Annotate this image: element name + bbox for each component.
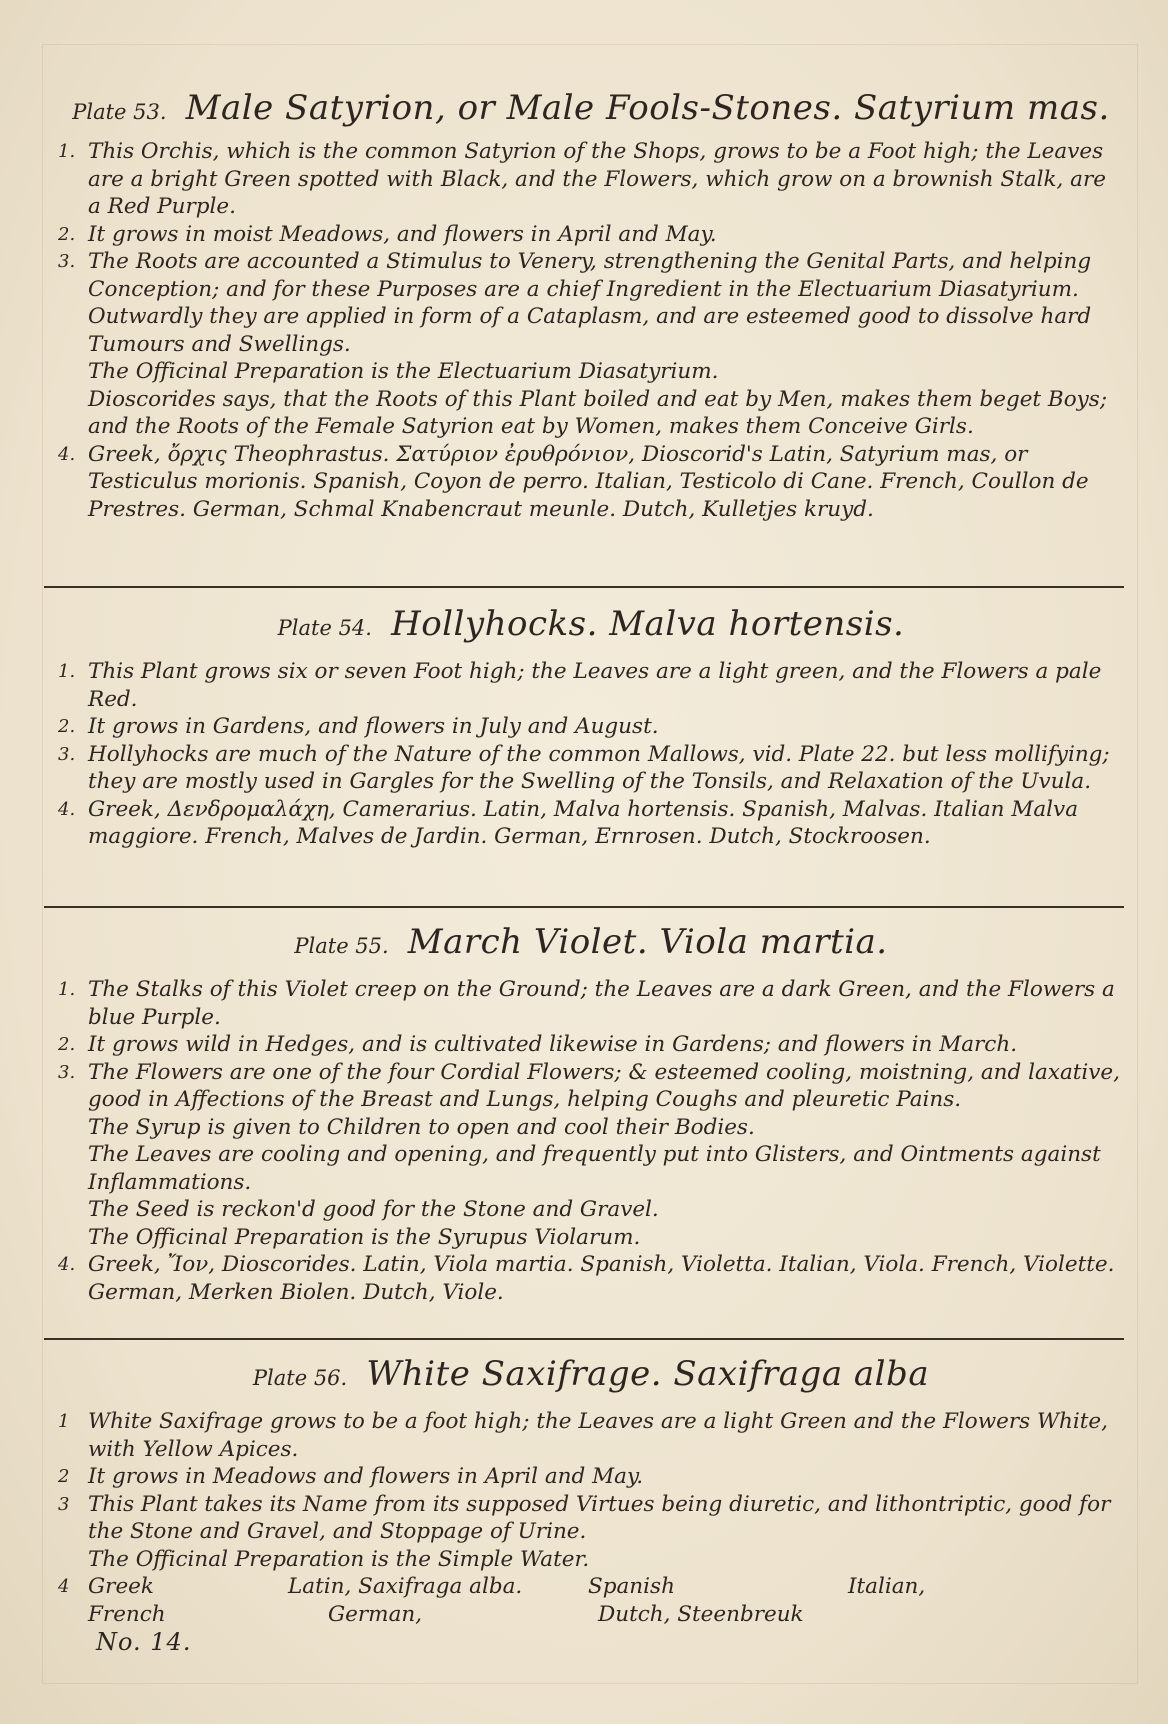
paragraph-text: Greek, ὄρχις Theophrastus. Σατύριον ἐρυθρόνιον, Dioscorid's Latin, Satyrium mas, or Testiculus morionis. Spanish, Coyon de perro. Italian, Testicolo di Cane. French, Coullon de Prestres. German, Schmal Knabencraut meunle. Dutch, Kulletjes kruyd.	[88, 441, 1089, 522]
lang-latin: Latin, Saxifraga alba.	[288, 1574, 523, 1599]
paragraph-number: 2.	[58, 223, 76, 245]
plate-number: Plate 55.	[294, 934, 389, 958]
paragraph	[58, 138, 1124, 221]
paragraph-text: This Plant grows six or seven Foot high; the Leaves are a light green, and the Flowers a pale Red.	[88, 659, 1102, 712]
paragraph-text: Dioscorides says, that the Roots of this Plant boiled and eat by Men, makes them beget Boys; and the Roots of the Female Satyrion eat by Women, makes them Conceive Girls.	[88, 386, 1108, 439]
paragraph	[58, 1059, 1124, 1114]
paragraph-text: The Officinal Preparation is the Simple Water.	[88, 1546, 590, 1572]
plate-53-section	[58, 88, 1124, 523]
plate-53-title	[58, 88, 1124, 128]
paragraph-number: 4.	[58, 798, 76, 820]
paragraph	[58, 358, 1124, 386]
paragraph-number: 2	[58, 1466, 70, 1487]
language-names	[58, 1573, 1124, 1629]
paragraph	[58, 441, 1124, 524]
paragraph-number: 3.	[58, 251, 76, 272]
paragraph-text: This Plant takes its Name from its supposed Virtues being diuretic, and lithontriptic, good for the Stone and Gravel, and Stoppage of Urine.	[88, 1491, 1111, 1544]
plate-55-title	[58, 922, 1124, 962]
plant-name: White Saxifrage. Saxifraga alba	[366, 1354, 930, 1394]
plate-sheet-number: No. 14.	[96, 1628, 192, 1656]
plant-name: Male Satyrion, or Male Fools-Stones. Satyrium mas.	[185, 88, 1110, 128]
paragraph	[58, 221, 1124, 249]
paragraph-text: The Flowers are one of the four Cordial Flowers; & esteemed cooling, moistning, and laxative, good in Affections of the Breast and Lungs, helping Coughs and pleuretic Pains.	[88, 1059, 1120, 1112]
paragraph-text: The Officinal Preparation is the Electuarium Diasatyrium.	[88, 359, 719, 384]
paragraph-number: 4.	[58, 1254, 76, 1275]
plate-55-section	[58, 922, 1124, 1306]
lang-german: German,	[328, 1602, 423, 1627]
paragraph	[58, 658, 1124, 713]
lang-greek: Greek	[88, 1574, 154, 1599]
paragraph-number: 3	[58, 1493, 70, 1515]
paragraph-number: 2.	[58, 1034, 76, 1055]
paragraph	[58, 1031, 1124, 1059]
paragraph	[58, 1463, 1124, 1491]
plate-54-section	[58, 604, 1124, 851]
paragraph-text: Greek, Ἴον, Dioscorides. Latin, Viola martia. Spanish, Violetta. Italian, Viola. French, Violette. German, Merken Biolen. Dutch, Viole.	[88, 1252, 1115, 1305]
paragraph	[58, 1491, 1124, 1546]
paragraph	[58, 976, 1124, 1031]
plate-number: Plate 54.	[277, 616, 372, 640]
paragraph-text: This Orchis, which is the common Satyrion of the Shops, grows to be a Foot high; the Leaves are a bright Green spotted with Black, and the Flowers, which grow on a brownish Stalk, are a Red Purple.	[88, 139, 1106, 219]
paragraph-number: 2.	[58, 716, 76, 737]
paragraph	[58, 1546, 1124, 1574]
section-divider	[44, 1338, 1124, 1340]
lang-french: French	[88, 1602, 166, 1627]
paragraph-text: Hollyhocks are much of the Nature of the common Mallows, vid. Plate 22. but less mollifying; they are mostly used in Gargles for the Swelling of the Tonsils, and Relaxation of the Uvula.	[88, 741, 1110, 794]
plate-56-title	[58, 1354, 1124, 1394]
paragraph-text: The Leaves are cooling and opening, and frequently put into Glisters, and Ointments against Inflammations.	[88, 1142, 1101, 1195]
paragraph-text: The Officinal Preparation is the Syrupus Violarum.	[88, 1224, 641, 1250]
plate-number: Plate 53.	[72, 100, 167, 124]
paragraph-text: The Seed is reckon'd good for the Stone and Gravel.	[88, 1197, 659, 1222]
paragraph-text: It grows in Meadows and flowers in April and May.	[88, 1464, 644, 1489]
paragraph-number: 1	[58, 1411, 70, 1432]
paragraph	[58, 741, 1124, 796]
plate-54-title	[58, 604, 1124, 644]
paragraph	[58, 1114, 1124, 1142]
lang-spanish: Spanish	[588, 1574, 675, 1599]
plant-name: March Violet. Viola martia.	[407, 922, 888, 962]
paragraph	[58, 1141, 1124, 1196]
paragraph	[58, 303, 1124, 358]
paragraph-number: 1.	[58, 979, 76, 1000]
paragraph	[58, 1251, 1124, 1306]
plant-name: Hollyhocks. Malva hortensis.	[391, 604, 905, 644]
paragraph-number: 1.	[58, 141, 76, 162]
paragraph	[58, 713, 1124, 741]
section-divider	[44, 906, 1124, 908]
paragraph-text: The Syrup is given to Children to open and cool their Bodies.	[88, 1114, 755, 1140]
plate-number: Plate 56.	[252, 1366, 348, 1390]
paragraph	[58, 248, 1124, 303]
plate-56-section	[58, 1354, 1124, 1629]
paragraph-text: It grows in moist Meadows, and flowers in April and May.	[88, 221, 717, 247]
paragraph-number: 3.	[58, 743, 76, 765]
paragraph-text: Outwardly they are applied in form of a Cataplasm, and are esteemed good to dissolve hard Tumours and Swellings.	[88, 304, 1092, 357]
lang-italian: Italian,	[848, 1574, 926, 1599]
paragraph	[58, 1224, 1124, 1252]
paragraph-number: 1.	[58, 661, 76, 682]
paragraph	[58, 796, 1124, 851]
lang-dutch: Dutch, Steenbreuk	[598, 1602, 804, 1627]
paragraph-number: 4.	[58, 443, 76, 465]
paragraph	[58, 1196, 1124, 1224]
paragraph-number: 3.	[58, 1061, 76, 1083]
paragraph	[58, 1408, 1124, 1463]
paragraph-text: It grows wild in Hedges, and is cultivated likewise in Gardens; and flowers in March.	[88, 1032, 1018, 1057]
paragraph-text: It grows in Gardens, and flowers in July and August.	[88, 714, 659, 739]
paragraph-text: The Stalks of this Violet creep on the Ground; the Leaves are a dark Green, and the Flowers a blue Purple.	[88, 977, 1115, 1030]
paragraph	[58, 386, 1124, 441]
paragraph-text: White Saxifrage grows to be a foot high; the Leaves are a light Green and the Flowers White, with Yellow Apices.	[88, 1409, 1108, 1462]
paragraph-text: Greek, Δενδρομαλάχη, Camerarius. Latin, Malva hortensis. Spanish, Malvas. Italian Malva maggiore. French, Malves de Jardin. German, Ernrosen. Dutch, Stockroosen.	[88, 796, 1079, 849]
paragraph-text: The Roots are accounted a Stimulus to Venery, strengthening the Genital Parts, and helping Conception; and for these Purposes are a chief Ingredient in the Electuarium Diasatyrium.	[88, 249, 1092, 302]
paragraph-number: 4	[58, 1576, 70, 1597]
section-divider	[44, 586, 1124, 588]
